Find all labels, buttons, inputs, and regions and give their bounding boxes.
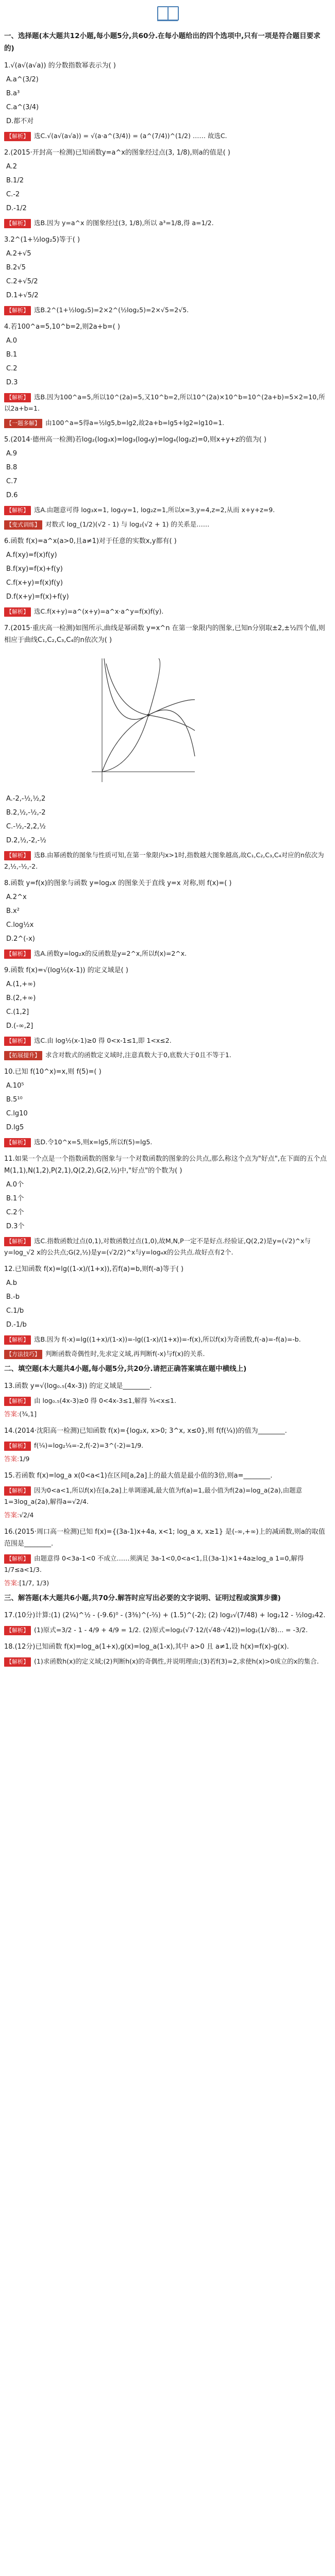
answer-option: D.2,½,-2,-½ bbox=[6, 837, 46, 844]
explanation-text: 选A.函数y=log₂x的反函数是y=2^x,所以f(x)=2^x. bbox=[34, 950, 187, 957]
answer-label: 答案: bbox=[4, 1511, 20, 1519]
question-text: 2.(2015·开封高一检测)已知函数y=a^x的图象经过点(3, 1/8),则a的值是( ) bbox=[4, 149, 230, 157]
answer-option: C.-½,-2,2,½ bbox=[6, 823, 46, 831]
answer-option: C.a^(3/4) bbox=[6, 104, 39, 111]
explanation-text: 由题意得 0<3a-1<0 不成立……须满足 3a-1<0,0<a<1,且(3a-1)×1+4a≥log_a 1=0,解得 1/7≤a<1/3. bbox=[4, 1554, 304, 1573]
extra-tag: 【拓展提升】 bbox=[4, 1051, 42, 1060]
extra-note bbox=[4, 417, 330, 429]
explanation-text: 选B.因为 y=a^x 的图象经过(3, 1/8),所以 a³=1/8,得 a=1/2. bbox=[34, 219, 214, 227]
answer-option: D.lg5 bbox=[6, 1124, 24, 1131]
answer-option: A.(1,+∞) bbox=[6, 980, 36, 988]
answer-option: B.1 bbox=[6, 351, 18, 359]
answer-option: C.2+√5/2 bbox=[6, 278, 38, 285]
answer-option: B.f(xy)=f(x)+f(y) bbox=[6, 565, 63, 573]
extra-note bbox=[4, 1348, 330, 1360]
extra-text: 由100^a=5得a=½lg5,b=lg2,故2a+b=lg5+lg2=lg10=1. bbox=[45, 419, 225, 427]
explanation-tag: 【解析】 bbox=[4, 1626, 31, 1635]
explanation-tag: 【解析】 bbox=[4, 132, 31, 141]
explanation bbox=[4, 1553, 330, 1575]
question-text: 14.(2014·沈阳高一检测)已知函数 f(x)={log₂x, x>0; 3^x, x≤0},则 f(f(¼))的值为________. bbox=[4, 1427, 287, 1435]
answer-option: C.(1,2] bbox=[6, 1008, 29, 1016]
answer-option: B.a³ bbox=[6, 90, 20, 97]
explanation bbox=[4, 392, 330, 414]
explanation bbox=[4, 1035, 330, 1046]
answer-label: 答案: bbox=[4, 1455, 20, 1463]
answer-option: B.1/2 bbox=[6, 177, 24, 184]
answer-option: B.5¹⁰ bbox=[6, 1096, 23, 1104]
answer-option: D.1+√5/2 bbox=[6, 292, 39, 299]
open-book-icon bbox=[156, 4, 179, 22]
explanation-text: 选B.由幂函数的图象与性质可知,在第一象限内x>1时,指数越大图象越高,故C₁,C₂,C₃,C₄对应的n依次为2,½,-½,-2. bbox=[4, 851, 324, 870]
explanation-tag: 【解析】 bbox=[4, 1442, 31, 1451]
question-text: 3.2^(1+½log₂5)等于( ) bbox=[4, 236, 80, 244]
question-text: 7.(2015·重庆高一检测)如图所示,曲线是幂函数 y=x^n 在第一象限内的图象,已知n分别取±2,±½四个值,则相应于曲线C₁,C₂,C₃,C₄的n依次为( ) bbox=[4, 624, 325, 644]
explanation-tag: 【解析】 bbox=[4, 1486, 31, 1496]
explanation-tag: 【解析】 bbox=[4, 1554, 31, 1564]
answer-option: C.1/b bbox=[6, 1307, 24, 1315]
question-text: 18.(12分)已知函数 f(x)=log_a(1+x),g(x)=log_a(1-x),其中 a>0 且 a≠1,设 h(x)=f(x)-g(x). bbox=[4, 1643, 289, 1651]
explanation bbox=[4, 850, 330, 872]
question-text: 5.(2014·德州高一检测)若log₂(log₃x)=log₃(log₄y)=log₄(log₂z)=0,则x+y+z的值为( ) bbox=[4, 436, 266, 444]
explanation-text: 选C.f(x+y)=a^(x+y)=a^x·a^y=f(x)f(y). bbox=[34, 607, 164, 615]
answer-option: C.2个 bbox=[6, 1209, 24, 1216]
explanation bbox=[4, 948, 330, 959]
explanation-tag: 【解析】 bbox=[4, 1335, 31, 1345]
extra-note bbox=[4, 519, 330, 530]
answer-option: C.lg10 bbox=[6, 1110, 28, 1117]
answer-option: A.2^x bbox=[6, 893, 27, 901]
explanation-tag: 【解析】 bbox=[4, 1657, 31, 1667]
explanation-tag: 【解析】 bbox=[4, 607, 31, 617]
explanation bbox=[4, 606, 330, 617]
answer-option: B.x² bbox=[6, 907, 20, 915]
answer-option: A.b bbox=[6, 1279, 18, 1287]
explanation-text: 选D.令10^x=5,则x=lg5,所以f(5)=lg5. bbox=[34, 1138, 153, 1146]
explanation-text: 由 log₀.₅(4x-3)≥0 得 0<4x-3≤1,解得 ¾<x≤1. bbox=[34, 1397, 176, 1404]
final-answer bbox=[4, 1409, 330, 1420]
explanation-text: 选C.指数函数过点(0,1),对数函数过点(1,0),故M,N,P一定不是好点.经验证,Q(2,2)是y=(√2)^x与y=log_√2 x的公共点;G(2,½)是y=(√2/2)^x与y=log₄x的公共点.故好点有2个. bbox=[4, 1237, 311, 1256]
answer-option: A.-2,-½,½,2 bbox=[6, 795, 46, 803]
explanation-text: 选B.2^(1+½log₂5)=2×2^(½log₂5)=2×√5=2√5. bbox=[34, 306, 189, 314]
answer-option: A.2+√5 bbox=[6, 250, 31, 258]
answer-option: C.7 bbox=[6, 478, 18, 485]
answer-option: D.f(x+y)=f(x)+f(y) bbox=[6, 593, 69, 601]
answer-option: B.(2,+∞) bbox=[6, 994, 36, 1002]
explanation bbox=[4, 1395, 330, 1406]
explanation bbox=[4, 1485, 330, 1507]
answer-option: B.2,½,-½,-2 bbox=[6, 809, 46, 817]
question-text: 12.已知函数 f(x)=lg((1-x)/(1+x)),若f(a)=b,则f(-a)等于( ) bbox=[4, 1265, 184, 1273]
explanation-text: f(¼)=log₂¼=-2,f(-2)=3^(-2)=1/9. bbox=[34, 1442, 144, 1449]
answer-option: C.f(x+y)=f(x)f(y) bbox=[6, 579, 63, 587]
answer-value: √2/4 bbox=[19, 1511, 34, 1519]
explanation bbox=[4, 304, 330, 316]
answer-option: D.3 bbox=[6, 379, 18, 386]
explanation-tag: 【解析】 bbox=[4, 219, 31, 228]
question-text: 9.函数 f(x)=√(log½(x-1)) 的定义域是( ) bbox=[4, 967, 128, 974]
extra-tag: 【方法技巧】 bbox=[4, 1350, 42, 1359]
answer-option: A.0个 bbox=[6, 1181, 24, 1189]
explanation bbox=[4, 1235, 330, 1258]
explanation-text: 选C.√(a√(a√a)) = √(a·a^(3/4)) = (a^(7/4))^(1/2) …… 故选C. bbox=[34, 132, 227, 140]
extra-text: 判断函数奇偶性时,先求定义域,再判断f(-x)与f(x)的关系. bbox=[45, 1350, 205, 1358]
explanation-text: 选B.因为100^a=5,所以10^(2a)=5,又10^b=2,所以10^(2a)×10^b=10^(2a+b)=5×2=10,所以2a+b=1. bbox=[4, 393, 325, 412]
extra-text: 对数式 log_(1/2)(√2 - 1) 与 log₂(√2 + 1) 的关系是…… bbox=[45, 520, 210, 528]
explanation-tag: 【解析】 bbox=[4, 851, 31, 860]
explanation bbox=[4, 217, 330, 229]
question-text: 1.√(a√(a√a)) 的分数指数幂表示为( ) bbox=[4, 62, 116, 70]
explanation-tag: 【解析】 bbox=[4, 1397, 31, 1406]
explanation-tag: 【解析】 bbox=[4, 506, 31, 515]
answer-option: B.1个 bbox=[6, 1195, 24, 1202]
explanation bbox=[4, 130, 330, 142]
answer-value: (¾,1] bbox=[19, 1410, 37, 1418]
question-text: 10.已知 f(10^x)=x,则 f(5)=( ) bbox=[4, 1068, 102, 1076]
answer-option: D.都不对 bbox=[6, 117, 34, 125]
answer-option: A.f(xy)=f(x)f(y) bbox=[6, 551, 57, 559]
explanation bbox=[4, 1334, 330, 1345]
question-text: 13.函数 y=√(log₀.₅(4x-3)) 的定义域是________. bbox=[4, 1382, 152, 1390]
answer-option: A.0 bbox=[6, 337, 18, 345]
extra-tag: 【变式训练】 bbox=[4, 520, 42, 530]
question-text: 11.如果一个点是一个指数函数的图象与一个对数函数的图象的公共点,那么称这个点为"好点",在下面的五个点M(1,1),N(1,2),P(2,1),Q(2,2),G(2,½)中,"好点"的个数为( ) bbox=[4, 1155, 327, 1175]
explanation bbox=[4, 1137, 330, 1148]
section-heading: 二、填空题(本大题共4小题,每小题5分,共20分.请把正确答案填在题中横线上) bbox=[4, 1365, 247, 1373]
explanation-text: 选B.因为 f(-x)=lg((1+x)/(1-x))=-lg((1-x)/(1+x))=-f(x),所以f(x)为奇函数,f(-a)=-f(a)=-b. bbox=[34, 1335, 301, 1343]
question-text: 16.(2015·周口高一检测)已知 f(x)={(3a-1)x+4a, x<1; log_a x, x≥1} 是(-∞,+∞)上的减函数,则a的取值范围是________. bbox=[4, 1528, 325, 1548]
document-body bbox=[4, 27, 330, 1669]
explanation bbox=[4, 1656, 330, 1667]
answer-option: C.log½x bbox=[6, 921, 34, 929]
explanation bbox=[4, 1624, 330, 1636]
final-answer bbox=[4, 1578, 330, 1589]
answer-option: D.2^(-x) bbox=[6, 935, 35, 943]
extra-tag: 【一题多解】 bbox=[4, 419, 42, 428]
header bbox=[0, 4, 335, 22]
answer-value: [1/7, 1/3) bbox=[19, 1579, 49, 1587]
section-heading: 三、解答题(本大题共6小题,共70分.解答时应写出必要的文字说明、证明过程或演算步骤) bbox=[4, 1594, 281, 1602]
answer-option: D.(-∞,2] bbox=[6, 1022, 34, 1030]
answer-label: 答案: bbox=[4, 1410, 20, 1418]
explanation-text: 选A.由题意可得 log₃x=1, log₄y=1, log₂z=1,所以x=3,y=4,z=2,从而 x+y+z=9. bbox=[34, 506, 275, 514]
explanation-text: 因为0<a<1,所以f(x)在[a,2a]上单调递减,最大值为f(a)=1,最小值为f(2a)=log_a(2a),由题意1=3log_a(2a),解得a=√2/4. bbox=[4, 1486, 303, 1505]
explanation-text: (1)求函数h(x)的定义域;(2)判断h(x)的奇偶性,并说明理由;(3)若f(3)=2,求使h(x)>0成立的x的集合. bbox=[34, 1657, 319, 1665]
final-answer bbox=[4, 1453, 330, 1465]
answer-option: A.a^(3/2) bbox=[6, 76, 39, 83]
explanation-tag: 【解析】 bbox=[4, 306, 31, 315]
explanation-tag: 【解析】 bbox=[4, 1037, 31, 1046]
question-text: 8.函数 y=f(x)的图象与函数 y=log₂x 的图象关于直线 y=x 对称,则 f(x)=( ) bbox=[4, 879, 232, 887]
answer-option: A.9 bbox=[6, 450, 18, 457]
answer-option: D.6 bbox=[6, 492, 18, 499]
answer-option: A.10⁵ bbox=[6, 1082, 24, 1090]
answer-option: B.-b bbox=[6, 1293, 20, 1301]
extra-text: 求含对数式的函数定义域时,注意真数大于0,底数大于0且不等于1. bbox=[45, 1051, 231, 1059]
explanation-tag: 【解析】 bbox=[4, 950, 31, 959]
answer-option: C.2 bbox=[6, 365, 18, 372]
answer-option: C.-2 bbox=[6, 191, 20, 198]
explanation-tag: 【解析】 bbox=[4, 393, 31, 402]
final-answer bbox=[4, 1510, 330, 1521]
answer-option: D.3个 bbox=[6, 1223, 25, 1230]
extra-note bbox=[4, 1049, 330, 1061]
answer-option: D.-1/b bbox=[6, 1321, 27, 1329]
answer-label: 答案: bbox=[4, 1579, 20, 1587]
question-text: 4.若100^a=5,10^b=2,则2a+b=( ) bbox=[4, 323, 120, 331]
explanation-tag: 【解析】 bbox=[4, 1138, 31, 1147]
explanation-text: (1)原式=3/2 - 1 - 4/9 + 4/9 = 1/2. (2)原式=log₂(√7·12/(√48·√42))=log₂(1/√8)... = -3/2. bbox=[34, 1626, 308, 1634]
answer-option: D.-1/2 bbox=[6, 205, 27, 212]
explanation-text: 选C.由 log½(x-1)≥0 得 0<x-1≤1,即 1<x≤2. bbox=[34, 1037, 172, 1044]
section-heading: 一、选择题(本大题共12小题,每小题5分,共60分.在每小题给出的四个选项中,只有一项是符合题目要求的) bbox=[4, 32, 321, 53]
answer-option: B.8 bbox=[6, 464, 18, 471]
question-text: 6.函数 f(x)=a^x(a>0,且a≠1)对于任意的实数x,y都有( ) bbox=[4, 537, 177, 545]
answer-option: A.2 bbox=[6, 163, 18, 171]
explanation bbox=[4, 504, 330, 516]
explanation bbox=[4, 1440, 330, 1451]
power-function-graph bbox=[81, 653, 200, 785]
explanation-tag: 【解析】 bbox=[4, 1237, 31, 1246]
answer-option: B.2√5 bbox=[6, 264, 26, 272]
question-text: 17.(10分)计算:(1) (2¼)^½ - (-9.6)⁰ - (3⅜)^(-⅔) + (1.5)^(-2); (2) log₂√(7/48) + log₂12 - ½log₂42. bbox=[4, 1612, 326, 1619]
question-text: 15.若函数 f(x)=log_a x(0<a<1)在区间[a,2a]上的最大值是最小值的3倍,则a=________. bbox=[4, 1472, 273, 1480]
answer-value: 1/9 bbox=[19, 1455, 30, 1463]
